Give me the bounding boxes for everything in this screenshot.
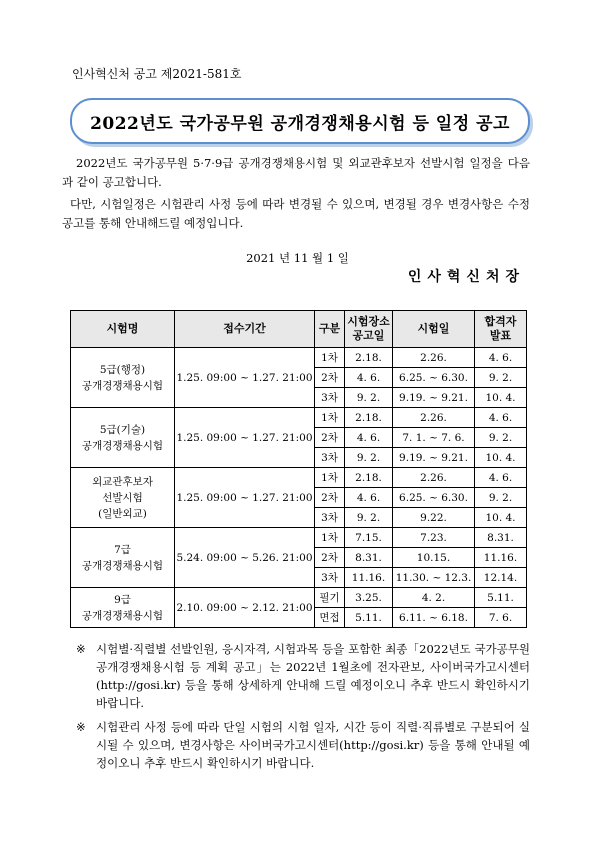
table-header-row [71, 311, 527, 348]
stage-cell: 3차 [315, 568, 345, 588]
title-box [70, 98, 530, 144]
stage-cell: 필기 [315, 588, 345, 608]
stage-cell: 2차 [315, 488, 345, 508]
venue-notice-cell: 2.18. [345, 468, 393, 488]
stage-cell: 1차 [315, 528, 345, 548]
stage-cell: 2차 [315, 368, 345, 388]
exam-name-line: 5급(행정) [99, 363, 146, 376]
venue-notice-cell: 7.15. [345, 528, 393, 548]
venue-notice-cell: 9. 2. [345, 448, 393, 468]
exam-date-cell: 10.15. [393, 548, 475, 568]
stage-cell: 1차 [315, 348, 345, 368]
exam-date-cell: 2.26. [393, 468, 475, 488]
stage-cell: 3차 [315, 388, 345, 408]
exam-date-cell: 6.25. ~ 6.30. [393, 368, 475, 388]
exam-date-cell: 9.19. ~ 9.21. [393, 448, 475, 468]
exam-name-line: 공개경쟁채용시험 [81, 439, 164, 452]
application-period-cell: 5.24. 09:00 ~ 5.26. 21:00 [175, 528, 315, 588]
application-period-cell: 2.10. 09:00 ~ 2.12. 21:00 [175, 588, 315, 628]
stage-cell: 1차 [315, 408, 345, 428]
stage-cell: 3차 [315, 448, 345, 468]
result-date-cell: 9. 2. [475, 428, 527, 448]
exam-name-line: 5급(기술) [99, 423, 146, 436]
note-item [76, 718, 530, 772]
result-date-cell: 11.16. [475, 548, 527, 568]
exam-name-cell [71, 348, 175, 408]
signer: 인사혁신처장 [407, 269, 525, 285]
exam-date-cell: 2.26. [393, 348, 475, 368]
exam-name-cell [71, 408, 175, 468]
venue-notice-cell: 11.16. [345, 568, 393, 588]
exam-name-line: 선발시험 [102, 491, 143, 504]
header-application-period: 접수기간 [175, 311, 315, 348]
note-mark: ※ [76, 720, 86, 734]
note-item [76, 640, 530, 712]
venue-notice-cell: 2.18. [345, 408, 393, 428]
exam-name-line: 외교관후보자 [92, 475, 153, 488]
venue-notice-cell: 4. 6. [345, 488, 393, 508]
exam-name-line: 공개경쟁채용시험 [81, 559, 164, 572]
venue-notice-cell: 2.18. [345, 348, 393, 368]
venue-notice-cell: 5.11. [345, 608, 393, 628]
page-title: 2022년도 국가공무원 공개경쟁채용시험 등 일정 공고 [90, 113, 510, 134]
exam-date-cell: 2.26. [393, 408, 475, 428]
application-period-cell: 1.25. 09:00 ~ 1.27. 21:00 [175, 408, 315, 468]
note-text: 시험관리 사정 등에 따라 단일 시험의 시험 일자, 시간 등이 직렬·직류별로 구분되어 실시될 수 있으며, 변경사항은 사이버국가고시센터(http://gosi.kr) 등을 통해 안내될 예정이오니 추후 반드시 확인하시기 바랍니다. [96, 720, 530, 770]
stage-cell: 2차 [315, 548, 345, 568]
result-date-cell: 5.11. [475, 588, 527, 608]
exam-date-cell: 6.11. ~ 6.18. [393, 608, 475, 628]
venue-notice-cell: 9. 2. [345, 388, 393, 408]
application-period-cell: 1.25. 09:00 ~ 1.27. 21:00 [175, 348, 315, 408]
exam-name-line: 공개경쟁채용시험 [81, 609, 164, 622]
exam-name-line: 공개경쟁채용시험 [81, 379, 164, 392]
venue-notice-cell: 9. 2. [345, 508, 393, 528]
stage-cell: 3차 [315, 508, 345, 528]
result-date-cell: 4. 6. [475, 468, 527, 488]
table-row [71, 468, 527, 488]
application-period-cell: 1.25. 09:00 ~ 1.27. 21:00 [175, 468, 315, 528]
header-exam-name: 시험명 [71, 311, 175, 348]
exam-name-cell [71, 588, 175, 628]
result-date-cell: 12.14. [475, 568, 527, 588]
venue-notice-cell: 8.31. [345, 548, 393, 568]
intro-paragraph: 2022년도 국가공무원 5·7·9급 공개경쟁채용시험 및 외교관후보자 선발시험 일정을 다음과 같이 공고합니다. [62, 156, 530, 189]
exam-date-cell: 7. 1. ~ 7. 6. [393, 428, 475, 448]
table-row [71, 528, 527, 548]
result-date-cell: 10. 4. [475, 388, 527, 408]
result-date-cell: 7. 6. [475, 608, 527, 628]
exam-date-cell: 9.22. [393, 508, 475, 528]
document-number: 인사혁신처 공고 제2021-581호 [72, 67, 242, 81]
table-row [71, 588, 527, 608]
note-text: 시험별·직렬별 선발인원, 응시자격, 시험과목 등을 포함한 최종「2022년도 국가공무원 공개경쟁채용시험 등 계획 공고」는 2022년 1월초에 전자관보, 사이버국가고시센터(http://gosi.kr) 등을 통해 상세하게 안내해 드릴 예정이오니 추후 반드시 확인하시기 바랍니다. [96, 642, 530, 710]
header-exam-date: 시험일 [393, 311, 475, 348]
notes [76, 640, 530, 778]
venue-notice-cell: 4. 6. [345, 368, 393, 388]
result-date-cell: 8.31. [475, 528, 527, 548]
exam-name-cell [71, 528, 175, 588]
exam-name-line: 7급 [114, 543, 131, 556]
result-date-cell: 9. 2. [475, 368, 527, 388]
result-date-cell: 10. 4. [475, 508, 527, 528]
stage-cell: 2차 [315, 428, 345, 448]
header-result-date: 합격자 발표 [475, 311, 527, 348]
exam-date-cell: 11.30. ~ 12.3. [393, 568, 475, 588]
stage-cell: 1차 [315, 468, 345, 488]
exam-name-line: 9급 [114, 593, 131, 606]
announcement-date: 2021 년 11 월 1 일 [246, 251, 349, 265]
header-stage: 구분 [315, 311, 345, 348]
stage-cell: 면접 [315, 608, 345, 628]
header-venue-notice-date: 시험장소 공고일 [345, 311, 393, 348]
notice-paragraph: 다만, 시험일정은 시험관리 사정 등에 따라 변경될 수 있으며, 변경될 경우 변경사항은 수정공고를 통해 안내해드릴 예정입니다. [62, 197, 530, 230]
venue-notice-cell: 4. 6. [345, 428, 393, 448]
result-date-cell: 10. 4. [475, 448, 527, 468]
result-date-cell: 4. 6. [475, 348, 527, 368]
result-date-cell: 4. 6. [475, 408, 527, 428]
result-date-cell: 9. 2. [475, 488, 527, 508]
schedule-table [70, 310, 527, 628]
venue-notice-cell: 3.25. [345, 588, 393, 608]
exam-name-line: (일반외교) [98, 507, 147, 520]
exam-date-cell: 6.25. ~ 6.30. [393, 488, 475, 508]
exam-date-cell: 7.23. [393, 528, 475, 548]
exam-name-cell [71, 468, 175, 528]
table-row [71, 348, 527, 368]
table-row [71, 408, 527, 428]
exam-date-cell: 4. 2. [393, 588, 475, 608]
note-mark: ※ [76, 642, 86, 656]
exam-date-cell: 9.19. ~ 9.21. [393, 388, 475, 408]
